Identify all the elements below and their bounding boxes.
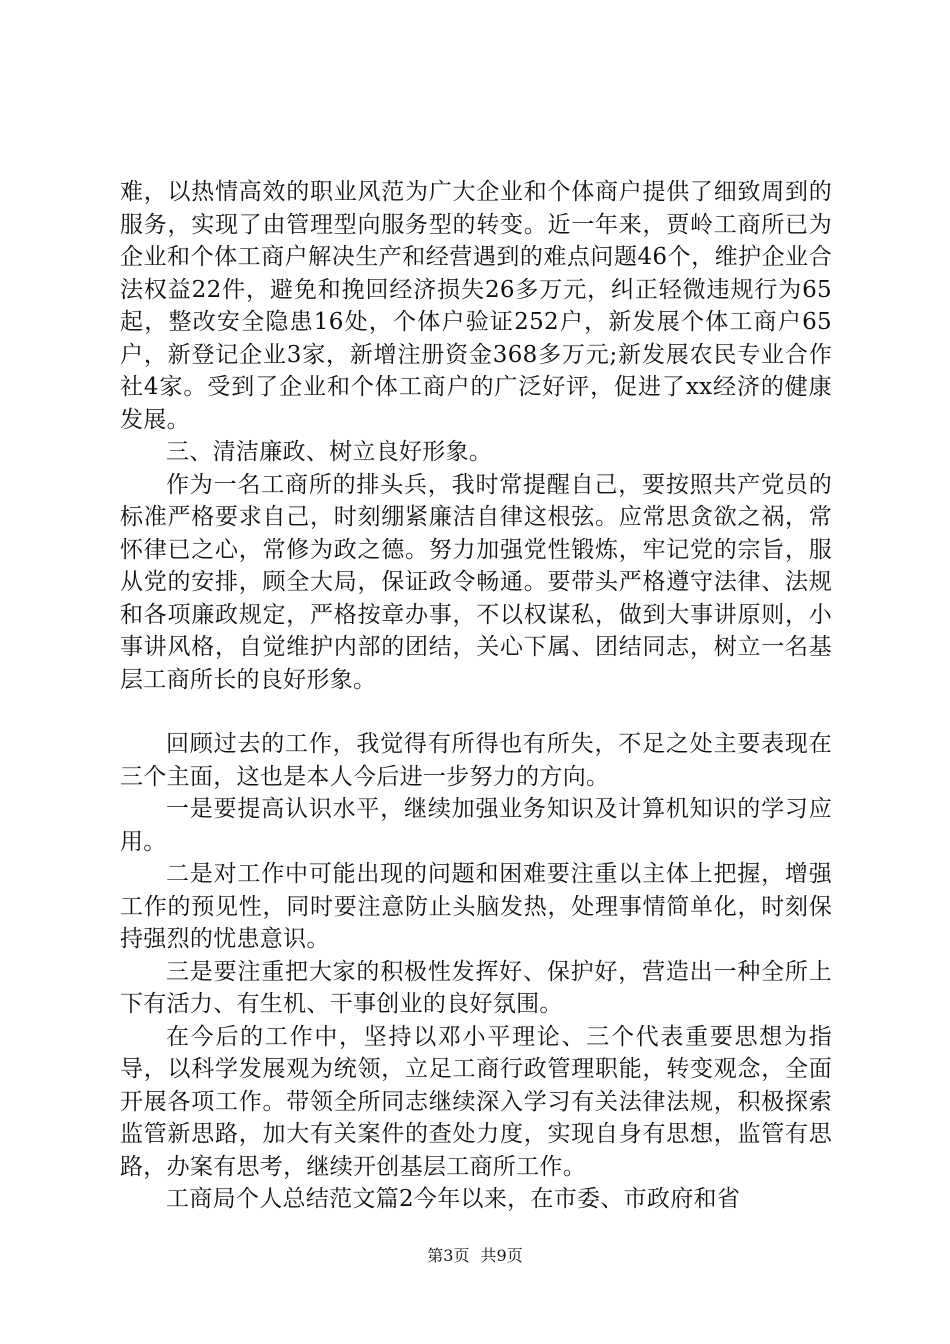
section-heading-integrity: 三、清洁廉政、树立良好形象。 (166, 439, 493, 465)
paragraph-point-three: 三是要注重把大家的积极性发挥好、保护好，营造出一种全所上下有活力、有生机、干事创业的良好氛围。 (120, 958, 832, 1017)
paragraph-service-results: 难，以热情高效的职业风范为广大企业和个体商户提供了细致周到的服务，实现了由管理型向服务型的转变。近一年来，贾岭工商所已为企业和个体工商户解决生产和经营遇到的难点问题46个，维护企业合法权益22件，避免和挽回经济损失26多万元，纠正轻微违规行为65起，整改安全隐患16处，个体户验证252户，新发展个体工商户65户，新登记企业3家，新增注册资金368多万元;新发展农民专业合作社4家。受到了企业和个体工商户的广泛好评，促进了xx经济的健康发展。 (120, 179, 832, 433)
paragraph-sample-two-start: 工商局个人总结范文篇2今年以来，在市委、市政府和省 (166, 1186, 741, 1212)
paragraph-point-two: 二是对工作中可能出现的问题和困难要注重以主体上把握，增强工作的预见性，同时要注意防止头脑发热，处理事情简单化，时刻保持强烈的忧患意识。 (120, 861, 832, 952)
document-body (120, 176, 832, 1216)
paragraph-point-one: 一是要提高认识水平，继续加强业务知识及计算机知识的学习应用。 (120, 796, 832, 855)
paragraph-review: 回顾过去的工作，我觉得有所得也有所失，不足之处主要表现在三个主面，这也是本人今后进一步努力的方向。 (120, 731, 832, 790)
page-number-footer: 第3页 共9页 (427, 1246, 523, 1265)
paragraph-future-work: 在今后的工作中，坚持以邓小平理论、三个代表重要思想为指导，以科学发展观为统领，立足工商行政管理职能，转变观念，全面开展各项工作。带领全所同志继续深入学习有关法律法规，积极探索监管新思路，加大有关案件的查处力度，实现自身有思想，监管有思路，办案有思考，继续开创基层工商所工作。 (120, 1023, 832, 1180)
paragraph-integrity: 作为一名工商所的排头兵，我时常提醒自己，要按照共产党员的标准严格要求自己，时刻绷紧廉洁自律这根弦。应常思贪欲之祸，常怀律已之心，常修为政之德。努力加强党性锻炼，牢记党的宗旨，服从党的安排，顾全大局，保证政令畅通。要带头严格遵守法律、法规和各项廉政规定，严格按章办事，不以权谋私，做到大事讲原则，小事讲风格，自觉维护内部的团结，关心下属、团结同志，树立一名基层工商所长的良好形象。 (120, 471, 832, 693)
